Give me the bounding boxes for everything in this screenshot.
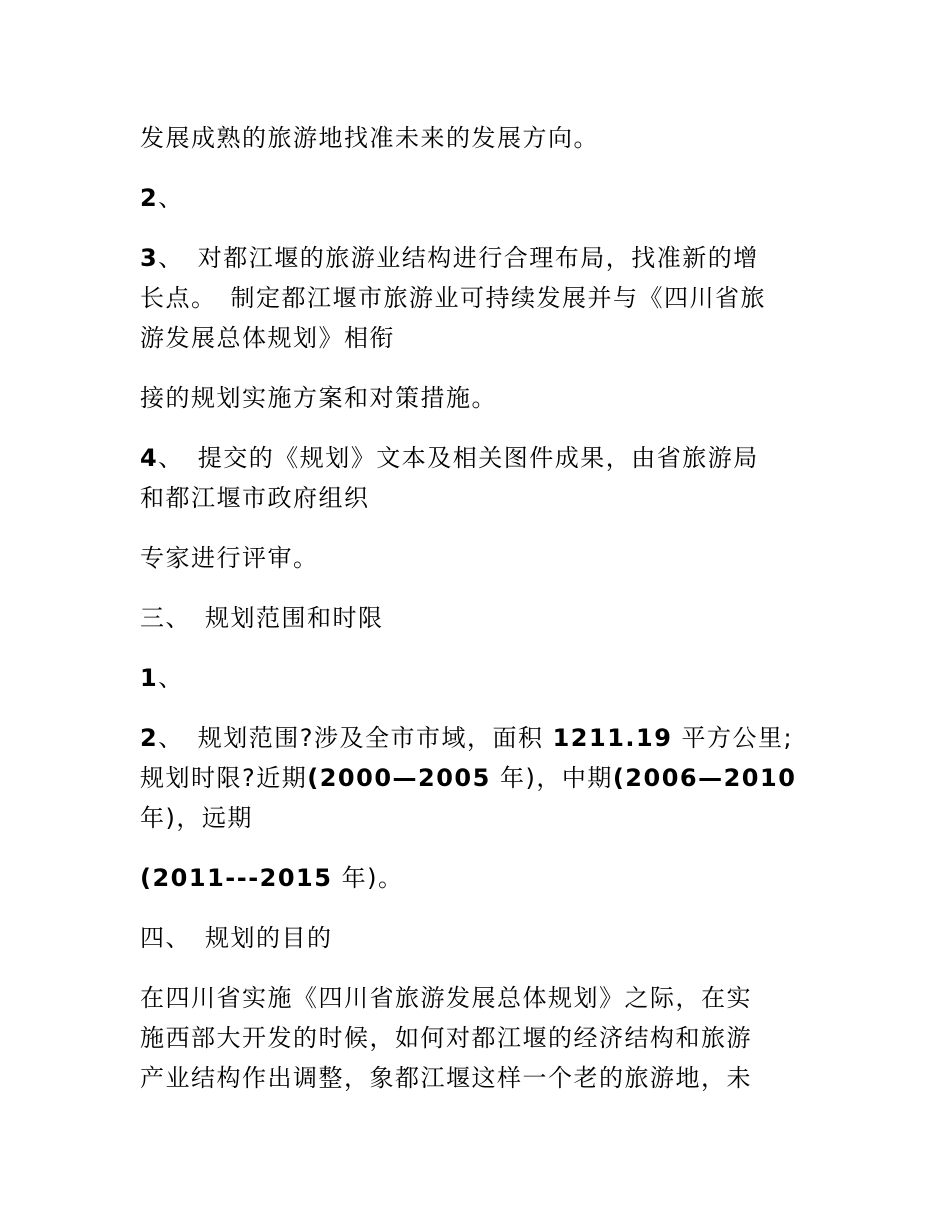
list-separator: 、 (158, 184, 184, 212)
section-title: 规划范围和时限 (205, 604, 384, 632)
year-unit: 年) (341, 864, 378, 892)
paragraph-text: 平方公里; (681, 724, 794, 752)
section-heading-3 (140, 598, 820, 638)
list-number: 2 (140, 184, 159, 212)
paragraph-expert-review (140, 538, 820, 578)
paragraph-text: 专家进行评审。 (140, 544, 319, 572)
list-separator: 、 (158, 724, 184, 752)
list-number: 3 (140, 244, 159, 272)
section-title: 规划的目的 (205, 924, 333, 952)
paragraph-text: ，远期 (176, 804, 253, 832)
paragraph-development-direction (140, 118, 820, 158)
paragraph-implementation-plan (140, 378, 820, 418)
area-value: 1211.19 (552, 724, 673, 752)
list-item-4-review (140, 438, 820, 518)
section-heading-4 (140, 918, 820, 958)
paragraph-text: 接的规划实施方案和对策措施。 (140, 384, 497, 412)
paragraph-text: 规划范围?涉及全市市域，面积 (197, 724, 544, 752)
list-item-3-layout (140, 238, 820, 358)
long-term-period: (2011---2015 (140, 864, 333, 892)
paragraph-text: ，中期 (536, 764, 613, 792)
list-number: 4 (140, 444, 159, 472)
paragraph-text: 制定都江堰市旅游业可持续发展并与《四川省旅 (230, 284, 766, 312)
list-item-1-empty (140, 658, 820, 698)
list-number: 2 (140, 724, 159, 752)
section-number: 四、 (140, 924, 191, 952)
section-number: 三、 (140, 604, 191, 632)
mid-term-period: (2006—2010 (612, 764, 797, 792)
paragraph-text: 游发展总体规划》相衔 (140, 324, 395, 352)
year-unit: 年) (499, 764, 537, 792)
paragraph-text: 长点。 (140, 284, 217, 312)
list-item-2-empty (140, 178, 820, 218)
paragraph-purpose (140, 978, 820, 1098)
paragraph-long-term-period (140, 858, 820, 898)
list-separator: 、 (158, 664, 184, 692)
paragraph-text: 和都江堰市政府组织 (140, 484, 370, 512)
list-separator: 、 (158, 444, 184, 472)
paragraph-text: 。 (377, 864, 404, 892)
list-separator: 、 (158, 244, 184, 272)
list-item-2-scope (140, 718, 820, 838)
paragraph-text: 规划时限?近期 (140, 764, 308, 792)
paragraph-text: 发展成熟的旅游地找准未来的发展方向。 (140, 124, 599, 152)
paragraph-text: 提交的《规划》文本及相关图件成果，由省旅游局 (197, 444, 759, 472)
paragraph-text: 在四川省实施《四川省旅游发展总体规划》之际，在实 (140, 984, 752, 1012)
paragraph-text: 对都江堰的旅游业结构进行合理布局，找准新的增 (197, 244, 759, 272)
paragraph-text: 产业结构作出调整，象都江堰这样一个老的旅游地，未 (140, 1064, 752, 1092)
year-unit: 年) (140, 804, 177, 832)
near-term-period: (2000—2005 (307, 764, 491, 792)
list-number: 1 (140, 664, 159, 692)
paragraph-text: 施西部大开发的时候，如何对都江堰的经济结构和旅游 (140, 1024, 752, 1052)
